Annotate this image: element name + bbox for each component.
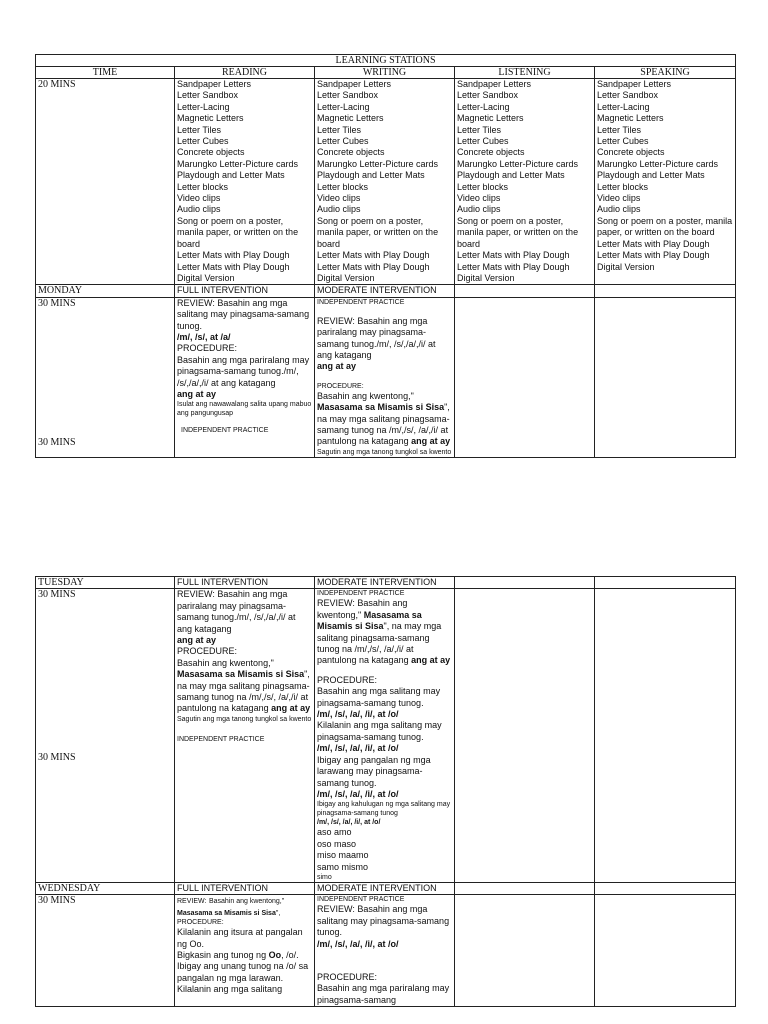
table-row: [36, 79, 736, 285]
instruction-text: Ibigay ang kahulugan ng mga salitang may pinagsama-samang tunog: [317, 801, 451, 818]
list-item: Audio clips: [457, 204, 501, 215]
list-item: Letter-Lacing: [317, 101, 370, 112]
writing-materials: [315, 79, 455, 285]
practice-label: INDEPENDENT PRACTICE: [181, 427, 269, 435]
procedure-text: Basahin ang mga pariralang may pinagsama-samang tunog./m/, /s/,/a/,/i/ at ang katagang: [177, 354, 310, 388]
reading-materials: [175, 79, 315, 285]
day-cell: TUESDAY: [36, 577, 175, 589]
listening-cell: [455, 589, 595, 883]
list-item: Song or poem on a poster, manila paper, or written on the board: [317, 215, 439, 249]
speaking-cell: [595, 589, 736, 883]
list-item: Letter Mats with Play Dough: [317, 250, 430, 261]
header-listening: LISTENING: [455, 67, 595, 79]
sounds-text: /m/, /s/, /a/, /i/, at /o/: [317, 938, 399, 949]
speaking-materials: [595, 79, 736, 285]
listening-cell: [455, 895, 595, 1007]
review-text: REVIEW: Basahin ang mga pariralang may pinagsama-samang tunog./m/, /s/,/a/,/i/ at ang katagang: [177, 589, 296, 634]
list-item: Letter Mats with Play Dough: [597, 238, 710, 249]
list-item: Audio clips: [597, 204, 641, 215]
procedure-label: PROCEDURE:: [177, 343, 238, 354]
katagang-text: ang at ay: [177, 635, 217, 646]
review-text: REVIEW: Basahin ang mga pariralang may pinagsama-samang tunog./m/, /s/,/a/,/i/ at ang katagang: [317, 315, 436, 360]
list-item: Marungko Letter-Picture cards: [597, 158, 719, 169]
header-speaking: SPEAKING: [595, 67, 736, 79]
sounds-text: /m/, /s/, /a/, /i/, at /o/: [317, 743, 399, 754]
listening-cell: [455, 882, 595, 894]
list-item: Concrete objects: [317, 147, 385, 158]
procedure-label: PROCEDURE:: [317, 382, 364, 390]
list-item: Letter blocks: [597, 181, 649, 192]
list-item: Letter Sandbox: [317, 90, 379, 101]
procedure-text: Basahin ang mga pariralang may pinagsama-samang: [317, 983, 450, 1005]
katagang-text: ang at ay: [317, 361, 357, 372]
list-item: Playdough and Letter Mats: [177, 170, 285, 181]
reading-intervention: FULL INTERVENTION: [175, 882, 315, 894]
listening-materials: [455, 79, 595, 285]
writing-intervention: MODERATE INTERVENTION: [315, 285, 455, 297]
list-item: Letter-Lacing: [597, 101, 650, 112]
procedure-text: Kilalanin ang itsura at pangalan ng Oo.: [177, 927, 303, 949]
procedure-label: PROCEDURE:: [177, 646, 238, 657]
speaking-cell: [595, 895, 736, 1007]
list-item: Audio clips: [317, 204, 361, 215]
time-label: 30 MINS: [38, 297, 76, 309]
list-item: simo: [317, 873, 332, 881]
speaking-cell: [595, 882, 736, 894]
list-item: Letter Tiles: [177, 124, 222, 135]
list-item: Magnetic Letters: [317, 113, 384, 124]
speaking-cell: [595, 285, 736, 297]
review-text: REVIEW: Basahin ang mga salitang may pinagsama-samang tunog.: [317, 904, 450, 938]
table-row: [36, 895, 736, 1007]
list-item: Letter Mats with Play Dough Digital Version: [317, 261, 430, 283]
list-item: Sandpaper Letters: [177, 79, 252, 89]
list-item: Concrete objects: [457, 147, 525, 158]
list-item: miso maamo: [317, 850, 369, 861]
list-item: Magnetic Letters: [457, 113, 524, 124]
list-item: Letter Mats with Play Dough Digital Version: [457, 261, 570, 283]
table-row: [36, 297, 736, 457]
time-cell: 20 MINS: [36, 79, 175, 285]
writing-activity: [315, 895, 455, 1007]
header-time: TIME: [36, 67, 175, 79]
list-item: Sandpaper Letters: [317, 79, 392, 89]
list-item: Letter Mats with Play Dough: [177, 250, 290, 261]
list-item: Video clips: [177, 193, 221, 204]
time-cell: [36, 297, 175, 457]
learning-stations-table: [35, 54, 736, 458]
table-row: [36, 882, 736, 894]
list-item: Video clips: [457, 193, 501, 204]
list-item: Letter Mats with Play Dough Digital Version: [597, 250, 710, 272]
listening-cell: [455, 297, 595, 457]
schedule-table: [35, 576, 736, 1007]
time-label: 30 MINS: [38, 437, 76, 449]
list-item: Playdough and Letter Mats: [457, 170, 565, 181]
list-item: Letter Mats with Play Dough: [457, 250, 570, 261]
list-item: Audio clips: [177, 204, 221, 215]
reading-activity: [175, 589, 315, 883]
list-item: Song or poem on a poster, manila paper, or written on the board: [177, 215, 299, 249]
list-item: Letter blocks: [317, 181, 369, 192]
list-item: oso maso: [317, 838, 357, 849]
list-item: aso amo: [317, 827, 352, 838]
reading-intervention: FULL INTERVENTION: [175, 577, 315, 589]
list-item: Sandpaper Letters: [457, 79, 532, 89]
title-row: [36, 55, 736, 67]
time-label: 30 MINS: [38, 589, 76, 601]
list-item: Song or poem on a poster, manila paper, or written on the board: [597, 215, 733, 238]
list-item: Marungko Letter-Picture cards: [457, 158, 579, 169]
procedure-text: Basahin ang kwentong," Masasama sa Misamis si Sisa", na may mga salitang pinagsama-samang tunog na /m/,/s/, /a/,/i/ at pantulong na katagang ang at ay: [317, 390, 451, 447]
review-text: REVIEW: Basahin ang mga salitang may pinagsama-samang tunog.: [177, 297, 310, 331]
list-item: Concrete objects: [597, 147, 665, 158]
list-item: Letter blocks: [177, 181, 229, 192]
list-item: Letter Tiles: [597, 124, 642, 135]
procedure-text: Ibigay ang unang tunog na /o/ sa pangalan ng mga larawan.: [177, 961, 309, 983]
list-item: Letter Cubes: [317, 136, 369, 147]
time-cell: [36, 589, 175, 883]
table-title: LEARNING STATIONS: [36, 55, 736, 67]
procedure-text: Kilalanin ang mga salitang may pinagsama-samang tunog.: [317, 720, 442, 742]
list-item: Letter Sandbox: [597, 90, 659, 101]
procedure-text: Ibigay ang pangalan ng mga larawang may pinagsama-samang tunog.: [317, 754, 431, 788]
writing-activity: [315, 297, 455, 457]
procedure-text: Basahin ang mga salitang may pinagsama-samang tunog.: [317, 686, 441, 708]
review-text: REVIEW: Basahin ang kwentong," Masasama sa Misamis si Sisa",: [177, 898, 285, 917]
list-item: Video clips: [597, 193, 641, 204]
list-item: Song or poem on a poster, manila paper, or written on the board: [457, 215, 579, 249]
list-item: Letter Cubes: [177, 136, 229, 147]
listening-cell: [455, 285, 595, 297]
practice-label: INDEPENDENT PRACTICE: [317, 590, 405, 598]
day-cell: MONDAY: [36, 285, 175, 297]
table-row: [36, 577, 736, 589]
day-cell: WEDNESDAY: [36, 882, 175, 894]
procedure-text: Bigkasin ang tunog ng Oo, /o/.: [177, 949, 299, 960]
header-row: [36, 67, 736, 79]
list-item: Video clips: [317, 193, 361, 204]
list-item: Letter Sandbox: [457, 90, 519, 101]
list-item: Letter Cubes: [457, 136, 509, 147]
list-item: Sandpaper Letters: [597, 79, 672, 89]
practice-label: INDEPENDENT PRACTICE: [317, 298, 405, 306]
reading-intervention: FULL INTERVENTION: [175, 285, 315, 297]
list-item: Letter Cubes: [597, 136, 649, 147]
procedure-text: Basahin ang kwentong," Masasama sa Misamis si Sisa", na may mga salitang pinagsama-samang tunog na /m/,/s/, /a/,/i/ at pantulong na katagang ang at ay: [177, 657, 311, 714]
reading-activity: [175, 297, 315, 457]
instruction-text: Isulat ang nawawalang salita upang mabuo ang pangungusap: [177, 401, 312, 418]
speaking-cell: [595, 297, 736, 457]
sounds-text: /m/, /s/, at /a/: [177, 331, 231, 342]
sounds-text: /m/, /s/, /a/, /i/, at /o/: [317, 819, 381, 827]
list-item: Letter-Lacing: [457, 101, 510, 112]
procedure-text: Kilalanin ang mga salitang: [177, 984, 283, 995]
list-item: Concrete objects: [177, 147, 245, 158]
sounds-text: /m/, /s/, /a/, /i/, at /o/: [317, 788, 399, 799]
table-row: [36, 285, 736, 297]
list-item: Magnetic Letters: [597, 113, 664, 124]
writing-intervention: MODERATE INTERVENTION: [315, 882, 455, 894]
procedure-label: PROCEDURE:: [177, 919, 224, 927]
list-item: Letter-Lacing: [177, 101, 230, 112]
practice-label: INDEPENDENT PRACTICE: [177, 735, 265, 743]
review-text: REVIEW: Basahin ang kwentong," Masasama sa Misamis si Sisa", na may mga salitang pinagsama-samang tunog na /m/,/s/, /a/,/i/ at pantulong na katagang ang at ay: [317, 598, 451, 666]
procedure-label: PROCEDURE:: [317, 971, 378, 982]
list-item: Letter Sandbox: [177, 90, 239, 101]
time-cell: [36, 895, 175, 1007]
writing-activity: [315, 589, 455, 883]
instruction-text: Sagutin ang mga tanong tungkol sa kwento: [177, 715, 312, 723]
list-item: Marungko Letter-Picture cards: [317, 158, 439, 169]
list-item: Playdough and Letter Mats: [317, 170, 425, 181]
reading-activity: [175, 895, 315, 1007]
header-reading: READING: [175, 67, 315, 79]
listening-cell: [455, 577, 595, 589]
list-item: Playdough and Letter Mats: [597, 170, 705, 181]
instruction-text: Sagutin ang mga tanong tungkol sa kwento: [317, 448, 452, 456]
speaking-cell: [595, 577, 736, 589]
list-item: Letter Tiles: [457, 124, 502, 135]
list-item: Magnetic Letters: [177, 113, 244, 124]
list-item: samo mismo: [317, 861, 369, 872]
list-item: Letter Tiles: [317, 124, 362, 135]
katagang-text: ang at ay: [177, 388, 217, 399]
time-label: 30 MINS: [38, 895, 76, 907]
word-list: [317, 827, 452, 882]
table-row: [36, 589, 736, 883]
writing-intervention: MODERATE INTERVENTION: [315, 577, 455, 589]
list-item: Marungko Letter-Picture cards: [177, 158, 299, 169]
list-item: Letter blocks: [457, 181, 509, 192]
sounds-text: /m/, /s/, /a/, /i/, at /o/: [317, 709, 399, 720]
header-writing: WRITING: [315, 67, 455, 79]
time-label: 30 MINS: [38, 751, 76, 763]
practice-label: INDEPENDENT PRACTICE: [317, 896, 405, 904]
procedure-label: PROCEDURE:: [317, 674, 378, 685]
list-item: Letter Mats with Play Dough Digital Version: [177, 261, 290, 283]
